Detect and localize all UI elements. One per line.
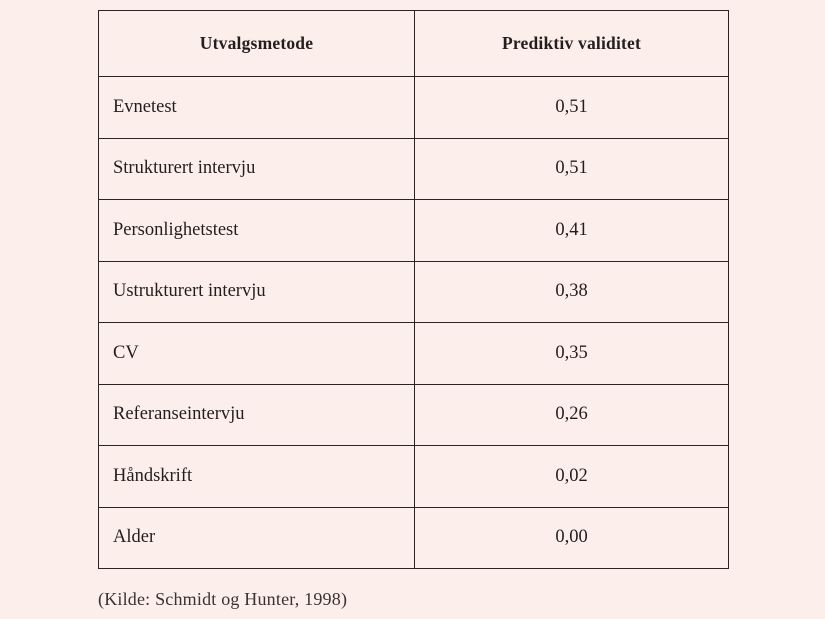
validity-cell: 0,02 <box>415 446 729 508</box>
table-row <box>99 323 729 385</box>
validity-cell: 0,41 <box>415 200 729 262</box>
table-header-row <box>99 11 729 77</box>
method-cell: Alder <box>99 507 415 569</box>
table-row <box>99 384 729 446</box>
header-validity: Prediktiv validitet <box>415 11 729 77</box>
validity-cell: 0,26 <box>415 384 729 446</box>
table-row <box>99 507 729 569</box>
validity-cell: 0,35 <box>415 323 729 385</box>
method-cell: Håndskrift <box>99 446 415 508</box>
method-cell: CV <box>99 323 415 385</box>
method-cell: Strukturert intervju <box>99 138 415 200</box>
method-cell: Ustrukturert intervju <box>99 261 415 323</box>
method-cell: Evnetest <box>99 77 415 139</box>
validity-cell: 0,51 <box>415 77 729 139</box>
method-cell: Personlighetstest <box>99 200 415 262</box>
table-row <box>99 446 729 508</box>
table-row <box>99 200 729 262</box>
method-cell: Referanseintervju <box>99 384 415 446</box>
header-method: Utvalgsmetode <box>99 11 415 77</box>
table-row <box>99 138 729 200</box>
table-row <box>99 77 729 139</box>
predictive-validity-table <box>98 10 729 569</box>
validity-cell: 0,38 <box>415 261 729 323</box>
validity-cell: 0,00 <box>415 507 729 569</box>
validity-cell: 0,51 <box>415 138 729 200</box>
table-row <box>99 261 729 323</box>
source-caption: (Kilde: Schmidt og Hunter, 1998) <box>98 589 348 609</box>
